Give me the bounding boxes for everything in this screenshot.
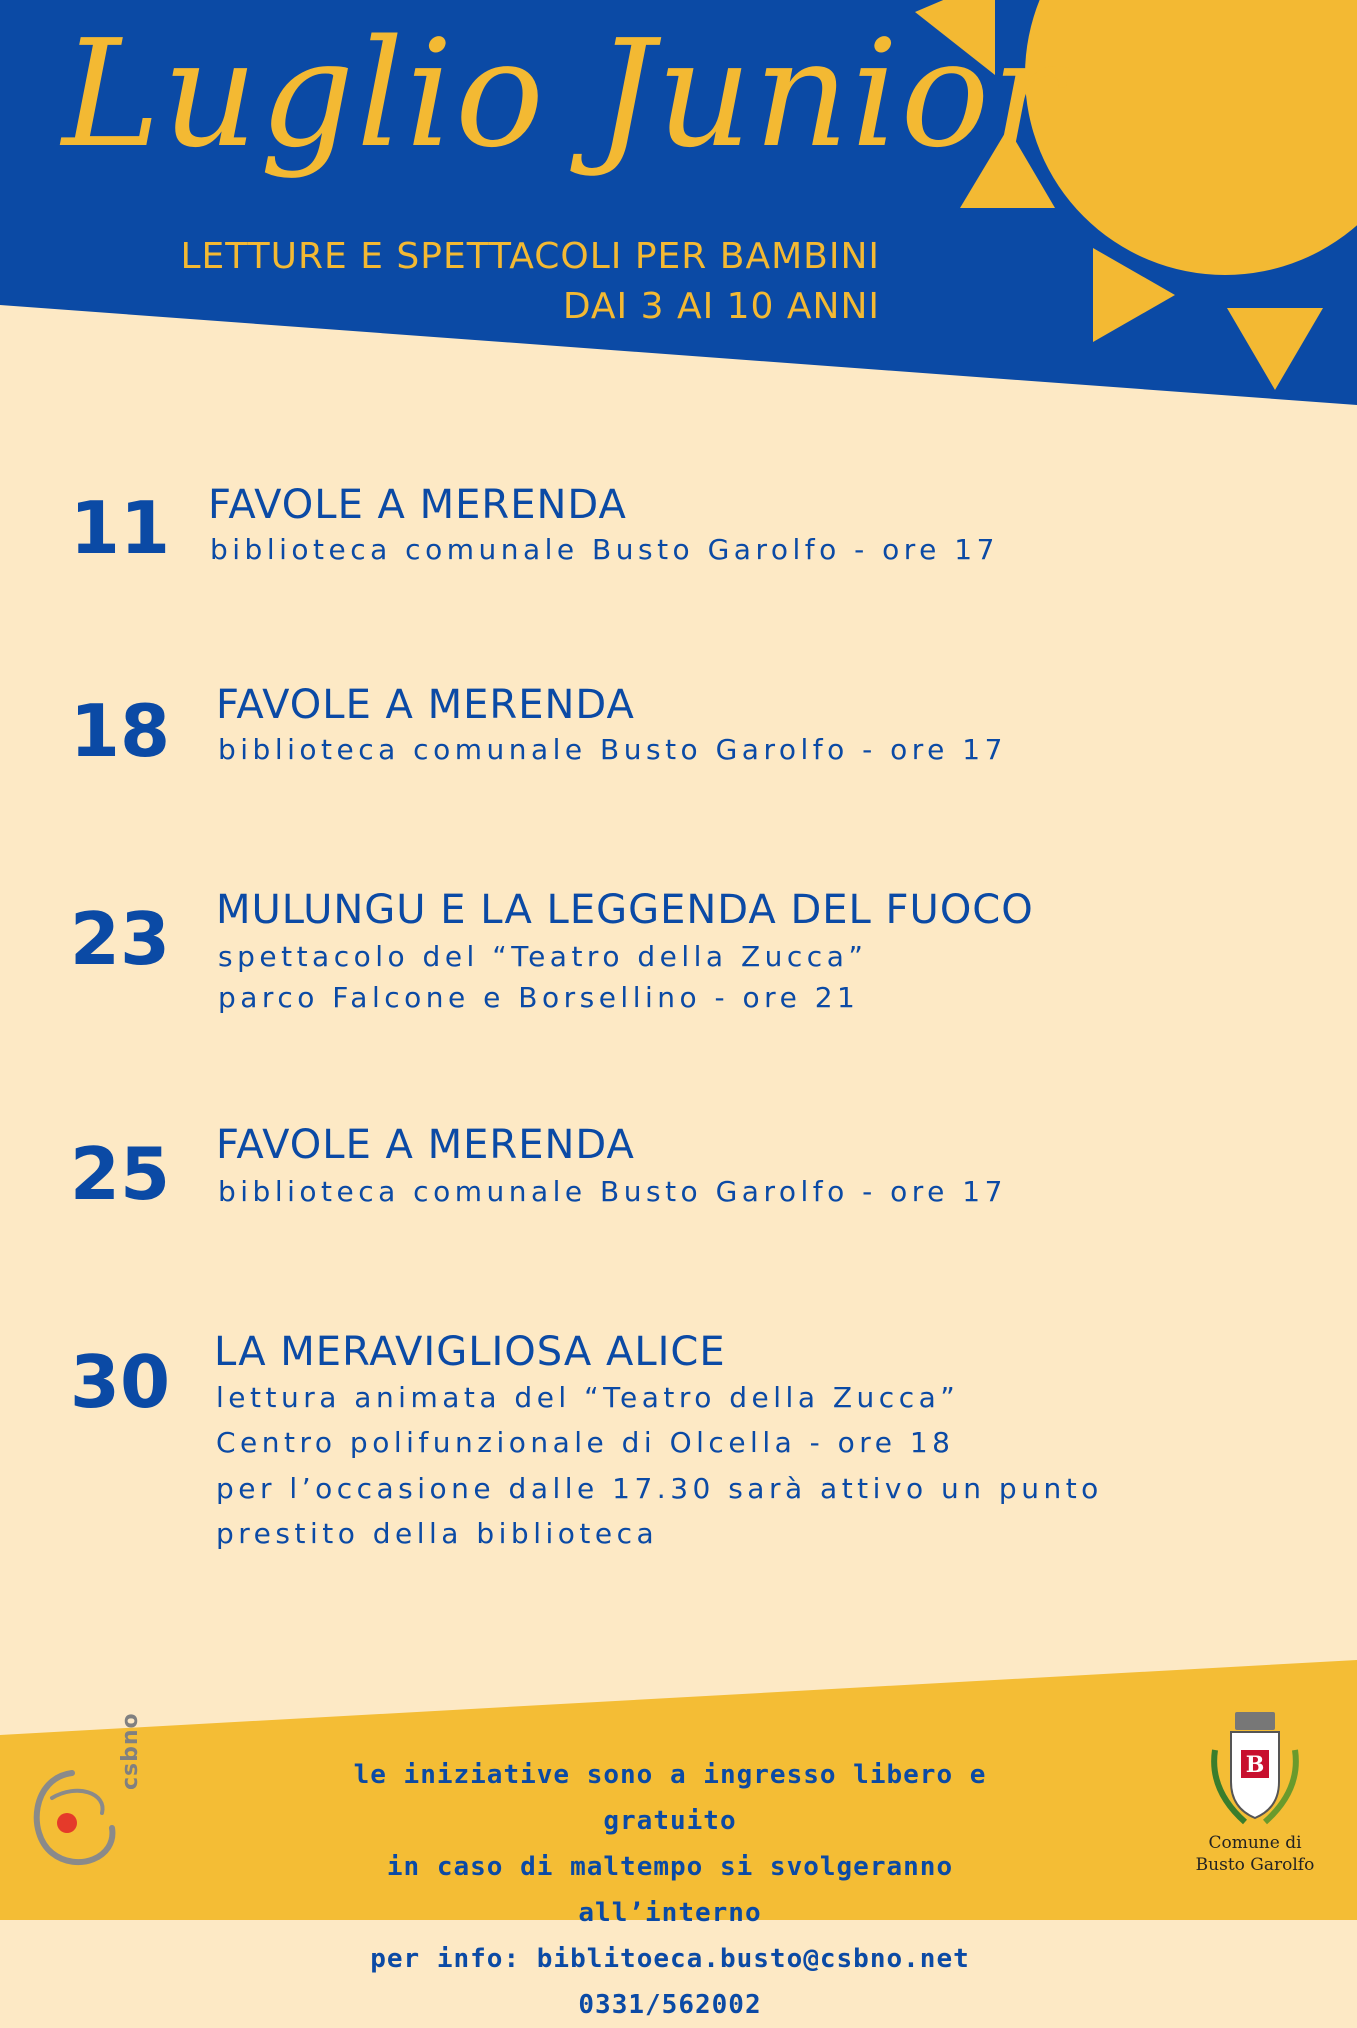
footer-info [300, 1752, 1040, 2028]
comune-line: Comune di [1208, 1833, 1302, 1853]
event-day: 18 [69, 689, 171, 773]
event-detail: prestito della biblioteca [216, 1517, 659, 1550]
subtitle-line: DAI 3 AI 10 ANNI [562, 286, 880, 327]
comune-line: Busto Garolfo [1195, 1855, 1315, 1875]
event-day: 11 [69, 486, 171, 570]
page-title: Luglio Junior [62, 8, 1065, 180]
event-title: FAVOLE A MERENDA [216, 1122, 635, 1168]
event-detail: Centro polifunzionale di Olcella - ore 18 [216, 1426, 955, 1459]
event-title: FAVOLE A MERENDA [208, 482, 627, 528]
page-subtitle [181, 232, 881, 332]
event-detail: lettura animata del “Teatro della Zucca” [216, 1381, 960, 1414]
event-day: 25 [69, 1132, 171, 1216]
event-detail: biblioteca comunale Busto Garolfo - ore 17 [218, 1175, 1007, 1208]
event-detail: biblioteca comunale Busto Garolfo - ore 17 [218, 733, 1007, 766]
comune-crest-icon [1205, 1710, 1305, 1840]
subtitle-line: LETTURE E SPETTACOLI PER BAMBINI [180, 236, 880, 277]
event-detail: parco Falcone e Borsellino - ore 21 [218, 981, 860, 1014]
footer-line[interactable]: per info: biblitoeca.busto@csbno.net 0331/562002 [370, 1944, 970, 2020]
csbno-logo-text: csbno [118, 1712, 143, 1790]
event-day: 30 [69, 1340, 171, 1424]
footer-line: in caso di maltempo si svolgeranno all’interno [386, 1852, 954, 1928]
crest-letter: B [1245, 1752, 1265, 1778]
event-title: MULUNGU E LA LEGGENDA DEL FUOCO [216, 887, 1034, 933]
event-detail: spettacolo del “Teatro della Zucca” [218, 940, 868, 973]
event-title: FAVOLE A MERENDA [216, 682, 635, 728]
event-detail: per l’occasione dalle 17.30 sarà attivo un punto [216, 1472, 1103, 1505]
event-detail: biblioteca comunale Busto Garolfo - ore 17 [210, 533, 999, 566]
event-day: 23 [69, 897, 171, 981]
footer-line: le iniziative sono a ingresso libero e gratuito [353, 1760, 987, 1836]
comune-label [1175, 1832, 1335, 1876]
event-title: LA MERAVIGLIOSA ALICE [214, 1329, 726, 1375]
